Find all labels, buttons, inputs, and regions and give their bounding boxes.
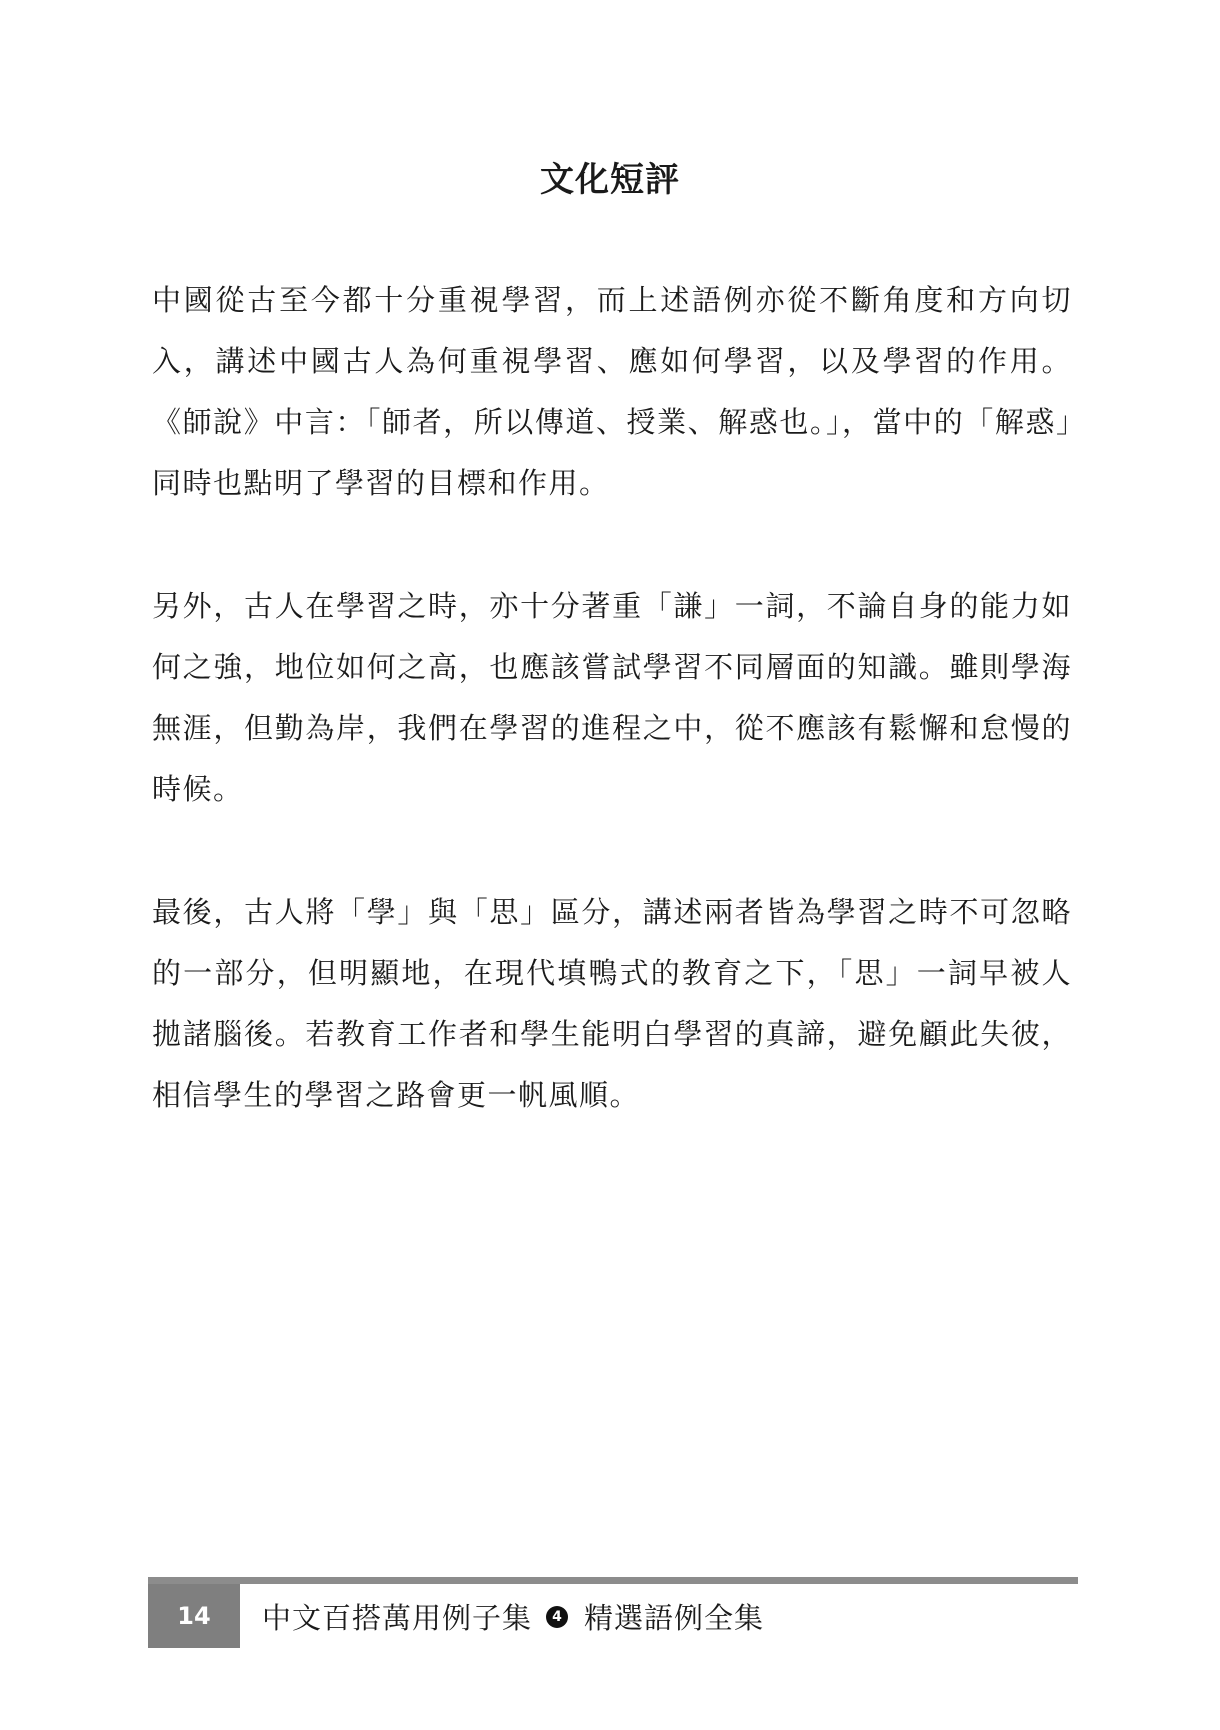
page-title: 文化短評 xyxy=(540,160,680,200)
volume-badge: 4 xyxy=(546,1606,568,1628)
running-footer xyxy=(262,1596,764,1637)
paragraph-1: 中國從古至今都十分重視學習，而上述語例亦從不斷角度和方向切入，講述中國古人為何重視學習、應如何學習，以及學習的作用。《師說》中言：「師者，所以傳道、授業、解惑也。」，當中的「解惑」同時也點明了學習的目標和作用。 xyxy=(152,283,1072,500)
paragraph-2: 另外，古人在學習之時，亦十分著重「謙」一詞，不論自身的能力如何之強，地位如何之高，也應該嘗試學習不同層面的知識。雖則學海無涯，但勤為岸，我們在學習的進程之中，從不應該有鬆懈和怠慢的時候。 xyxy=(152,589,1072,806)
article-body xyxy=(152,270,1072,1188)
page-number: 14 xyxy=(148,1584,240,1648)
footer-divider xyxy=(148,1577,1078,1584)
paragraph-3: 最後，古人將「學」與「思」區分，講述兩者皆為學習之時不可忽略的一部分，但明顯地，在現代填鴨式的教育之下，「思」一詞早被人拋諸腦後。若教育工作者和學生能明白學習的真諦，避免顧此失彼，相信學生的學習之路會更一帆風順。 xyxy=(152,895,1072,1112)
book-title: 中文百搭萬用例子集 xyxy=(262,1601,533,1635)
volume-title: 精選語例全集 xyxy=(584,1601,765,1635)
